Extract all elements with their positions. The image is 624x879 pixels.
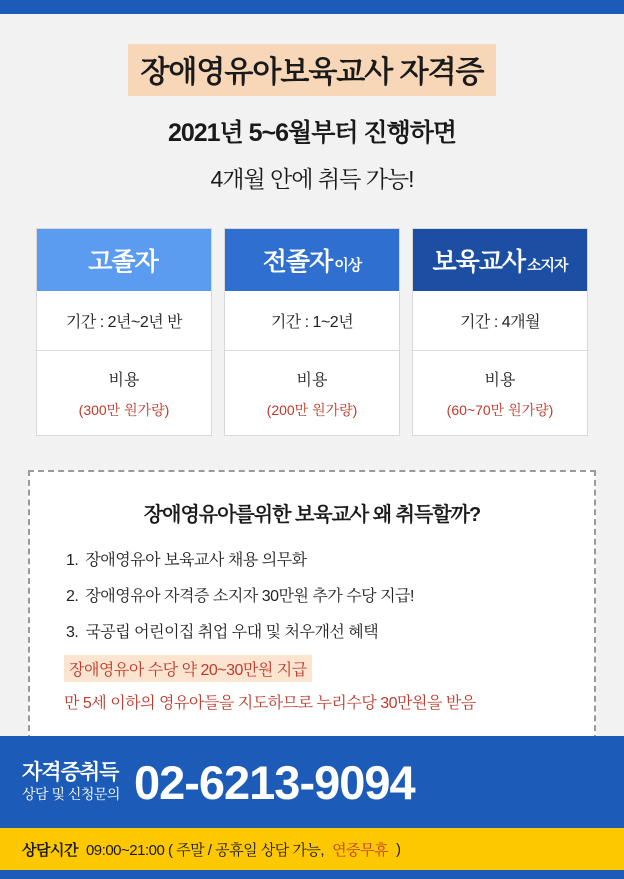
course-card-period: 기간 : 4개월 bbox=[413, 291, 587, 351]
contact-label-group bbox=[22, 760, 120, 804]
course-card-cost-amount: (60~70만 원가량) bbox=[446, 401, 554, 418]
course-card-list bbox=[0, 228, 624, 436]
list-item-text: 국공립 어린이집 취업 우대 및 처우개선 혜택 bbox=[85, 624, 379, 641]
course-card-teacher bbox=[412, 228, 588, 436]
benefits-note-highlight: 장애영유아 수당 약 20~30만원 지급 bbox=[64, 655, 312, 682]
phone-number[interactable]: 02-6213-9094 bbox=[133, 755, 415, 809]
course-card-cost bbox=[225, 351, 399, 435]
hours-highlight: 연중무휴 bbox=[332, 841, 389, 859]
course-card-college bbox=[224, 228, 400, 436]
course-card-header bbox=[225, 229, 399, 291]
hours-value: 09:00~21:00 ( 주말 / 공휴일 상담 가능, bbox=[85, 841, 325, 859]
course-card-cost-amount: (200만 원가량) bbox=[266, 401, 358, 418]
course-card-period: 기간 : 2년~2년 반 bbox=[37, 291, 211, 351]
list-item-text: 장애영유아 보육교사 채용 의무화 bbox=[85, 552, 307, 569]
list-item bbox=[66, 583, 570, 606]
contact-bar bbox=[0, 736, 624, 828]
course-card-header bbox=[37, 229, 211, 291]
course-card-cost-label: 비용 bbox=[108, 371, 140, 389]
course-card-title: 보육교사 bbox=[432, 248, 526, 276]
course-card-cost bbox=[37, 351, 211, 435]
list-item bbox=[66, 547, 570, 570]
list-item-text: 장애영유아 자격증 소지자 30만원 추가 수당 지급! bbox=[85, 588, 414, 605]
course-card-cost-label: 비용 bbox=[296, 371, 328, 389]
benefits-note-plain: 만 5세 이하의 영유아들을 지도하므로 누리수당 30만원을 받음 bbox=[64, 695, 476, 712]
course-card-cost bbox=[413, 351, 587, 435]
top-accent-bar bbox=[0, 0, 624, 14]
benefits-list bbox=[54, 547, 570, 642]
list-item-number: 3. bbox=[66, 624, 79, 641]
hours-label: 상담시간 bbox=[22, 841, 78, 859]
course-card-highschool bbox=[36, 228, 212, 436]
course-card-period: 기간 : 1~2년 bbox=[225, 291, 399, 351]
footer bbox=[0, 736, 624, 879]
benefits-box bbox=[28, 470, 596, 741]
list-item-number: 2. bbox=[66, 588, 79, 605]
course-card-title: 고졸자 bbox=[88, 248, 158, 276]
course-card-cost-amount: (300만 원가량) bbox=[78, 401, 170, 418]
benefits-heading: 장애영유아를위한 보육교사 왜 취득할까? bbox=[143, 504, 481, 526]
course-card-cost-label: 비용 bbox=[484, 371, 516, 389]
course-card-title-sup: 소지자 bbox=[527, 256, 568, 274]
contact-label-secondary: 상담 및 신청문의 bbox=[22, 786, 120, 803]
bottom-accent-bar bbox=[0, 870, 624, 879]
page-title: 장애영유아보육교사 자격증 bbox=[128, 44, 495, 96]
contact-label-primary: 자격증취득 bbox=[22, 761, 119, 785]
list-item-number: 1. bbox=[66, 552, 79, 569]
subtitle-secondary: 4개월 안에 취득 가능! bbox=[210, 166, 414, 192]
hours-tail: ) bbox=[396, 840, 401, 858]
course-card-header bbox=[413, 229, 587, 291]
list-item bbox=[66, 619, 570, 642]
course-card-title: 전졸자 bbox=[262, 248, 333, 276]
hours-bar bbox=[0, 828, 624, 870]
headline-section bbox=[0, 14, 624, 194]
course-card-title-sup: 이상 bbox=[334, 256, 362, 274]
subtitle-primary: 2021년 5~6월부터 진행하면 bbox=[167, 119, 457, 147]
